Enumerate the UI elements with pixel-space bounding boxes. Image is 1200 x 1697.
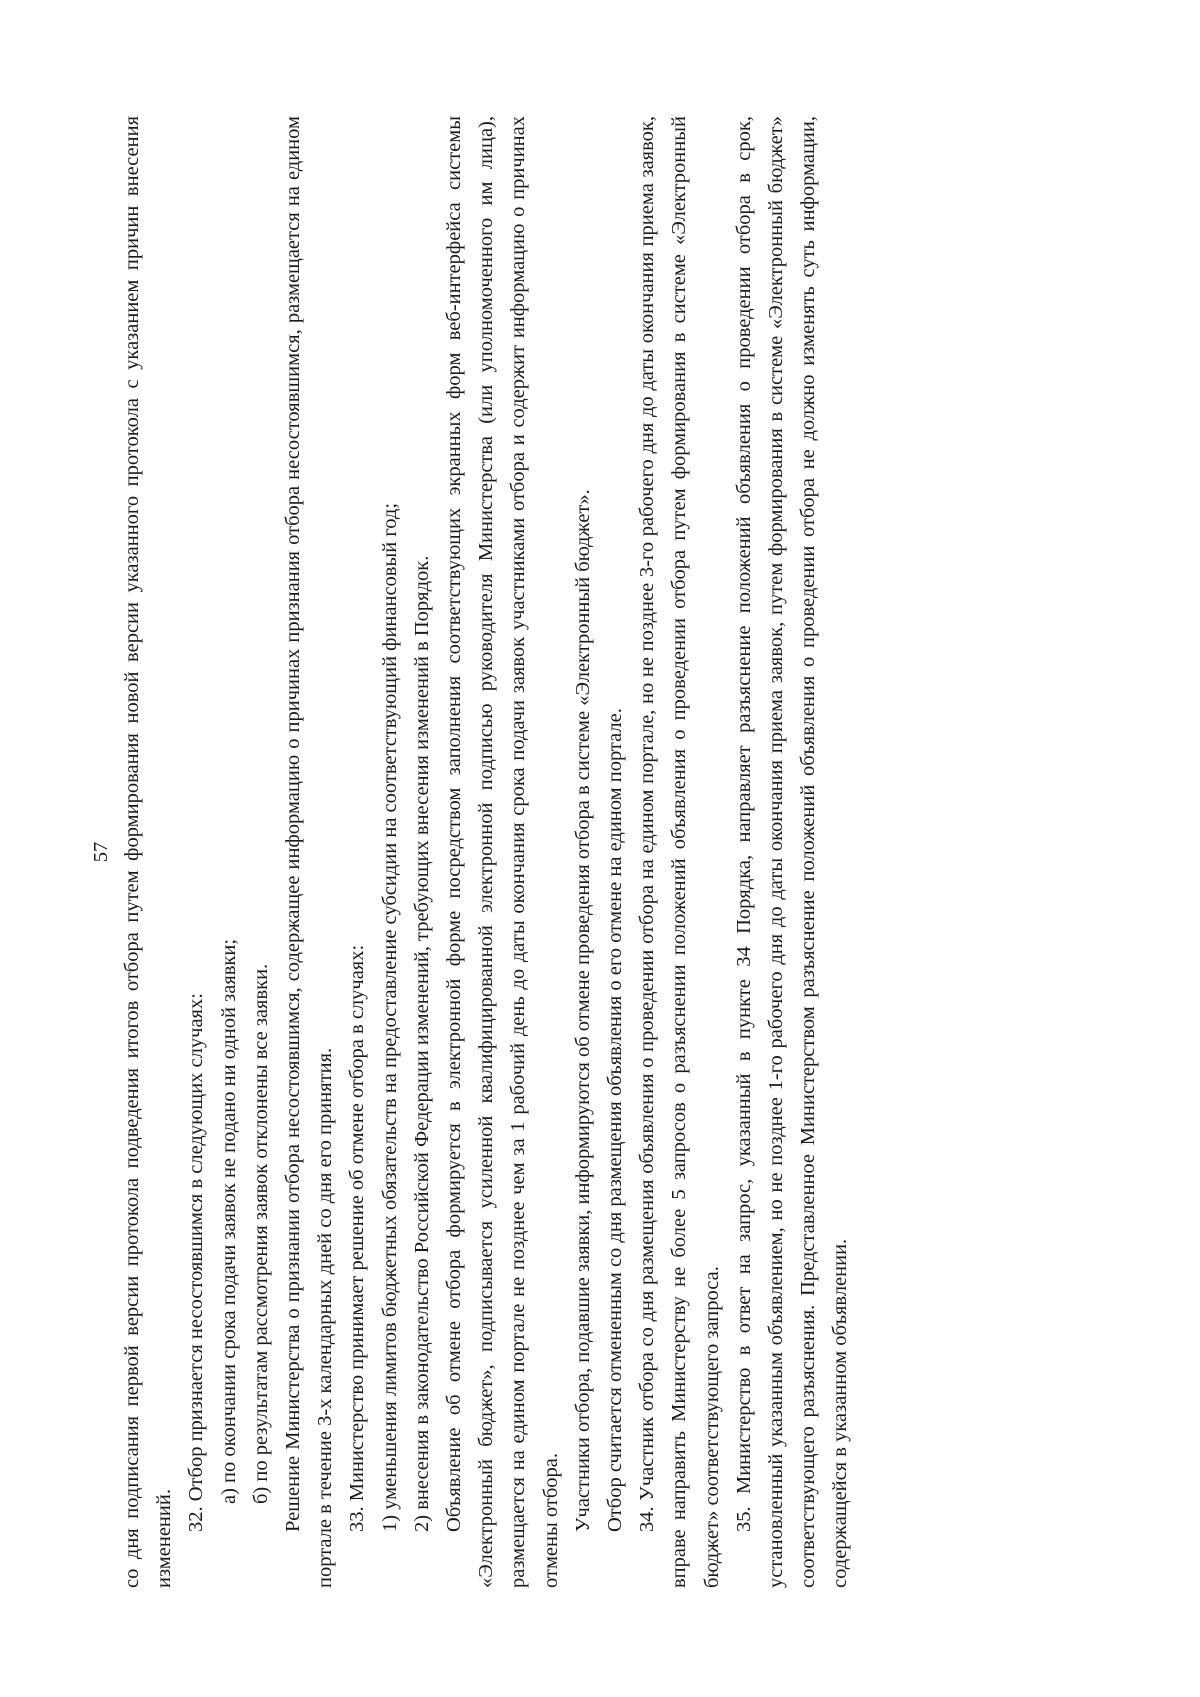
paragraph-cancel-effective: Отбор считается отмененным со дня размещения объявления о его отмене на едином портале.	[604, 708, 627, 1532]
paragraph-item-32: 32. Отбор признается несостоявшимся в следующих случаях:	[185, 993, 208, 1532]
paragraph-cancel-announcement: Объявление об отмене отбора формируется в электронной форме посредством заполнения соответствующих экранных форм веб-интерфейса системы «Электронный бюджет», подписывается усиленной квалифицированной электронной подписью руководителя Министерства (или уполномоченного им лица), размещается на едином портале не позднее чем за 1 рабочий день до даты окончания срока подачи заявок участниками отбора и содержит информацию о причинах отмены отбора.	[443, 116, 562, 1588]
paragraph-item-33: 33. Министерство принимает решение об отмене отбора в случаях:	[346, 944, 369, 1532]
paragraph-item-32-b: б) по результатам рассмотрения заявок отклонены все заявки.	[249, 963, 272, 1504]
paragraph-item-32-a: а) по окончании срока подачи заявок не подано ни одной заявки;	[217, 938, 240, 1504]
paragraph-participants-informed: Участники отбора, подавшие заявки, информируются об отмене проведения отбора в системе «Электронный бюджет».	[571, 489, 594, 1532]
paragraph-item-33-2: 2) внесения в законодательство Российской Федерации изменений, требующих внесения изменений в Порядок.	[410, 555, 433, 1532]
page-number: 57	[90, 841, 112, 863]
paragraph-decision: Решение Министерства о признании отбора несостоявшимся, содержащее информацию о причинах признания отбора несостоявшимся, размещается на едином портале в течение 3-х календарных дней со дня его принятия.	[282, 116, 337, 1588]
paragraph-continuation: со дня подписания первой версии протокола подведения итогов отбора путем формирования новой версии указанного протокола с указанием причин внесения изменений.	[121, 116, 176, 1588]
rotated-text-block	[90, 116, 857, 1588]
paragraph-item-34: 34. Участник отбора со дня размещения объявления о проведении отбора на едином портале, но не позднее 3-го рабочего дня до даты окончания приема заявок, вправе направить Министерству не более 5 запросов о разъяснении положений объявления о проведении отбора путем формирования в системе «Электронный бюджет» соответствующего запроса.	[636, 116, 723, 1588]
paragraph-item-35: 35. Министерство в ответ на запрос, указанный в пункте 34 Порядка, направляет разъяснение положений объявления о проведении отбора в срок, установленный указанным объявлением, но не позднее 1-го рабочего дня до даты окончания приема заявок, путем формирования в системе «Электронный бюджет» соответствующего разъяснения. Представленное Министерством разъяснение положений объявления о проведении отбора не должно изменять суть информации, содержащейся в указанном объявлении.	[732, 116, 852, 1588]
paragraph-item-33-1: 1) уменьшения лимитов бюджетных обязательств на предоставление субсидии на соответствующий финансовый год;	[378, 502, 401, 1532]
